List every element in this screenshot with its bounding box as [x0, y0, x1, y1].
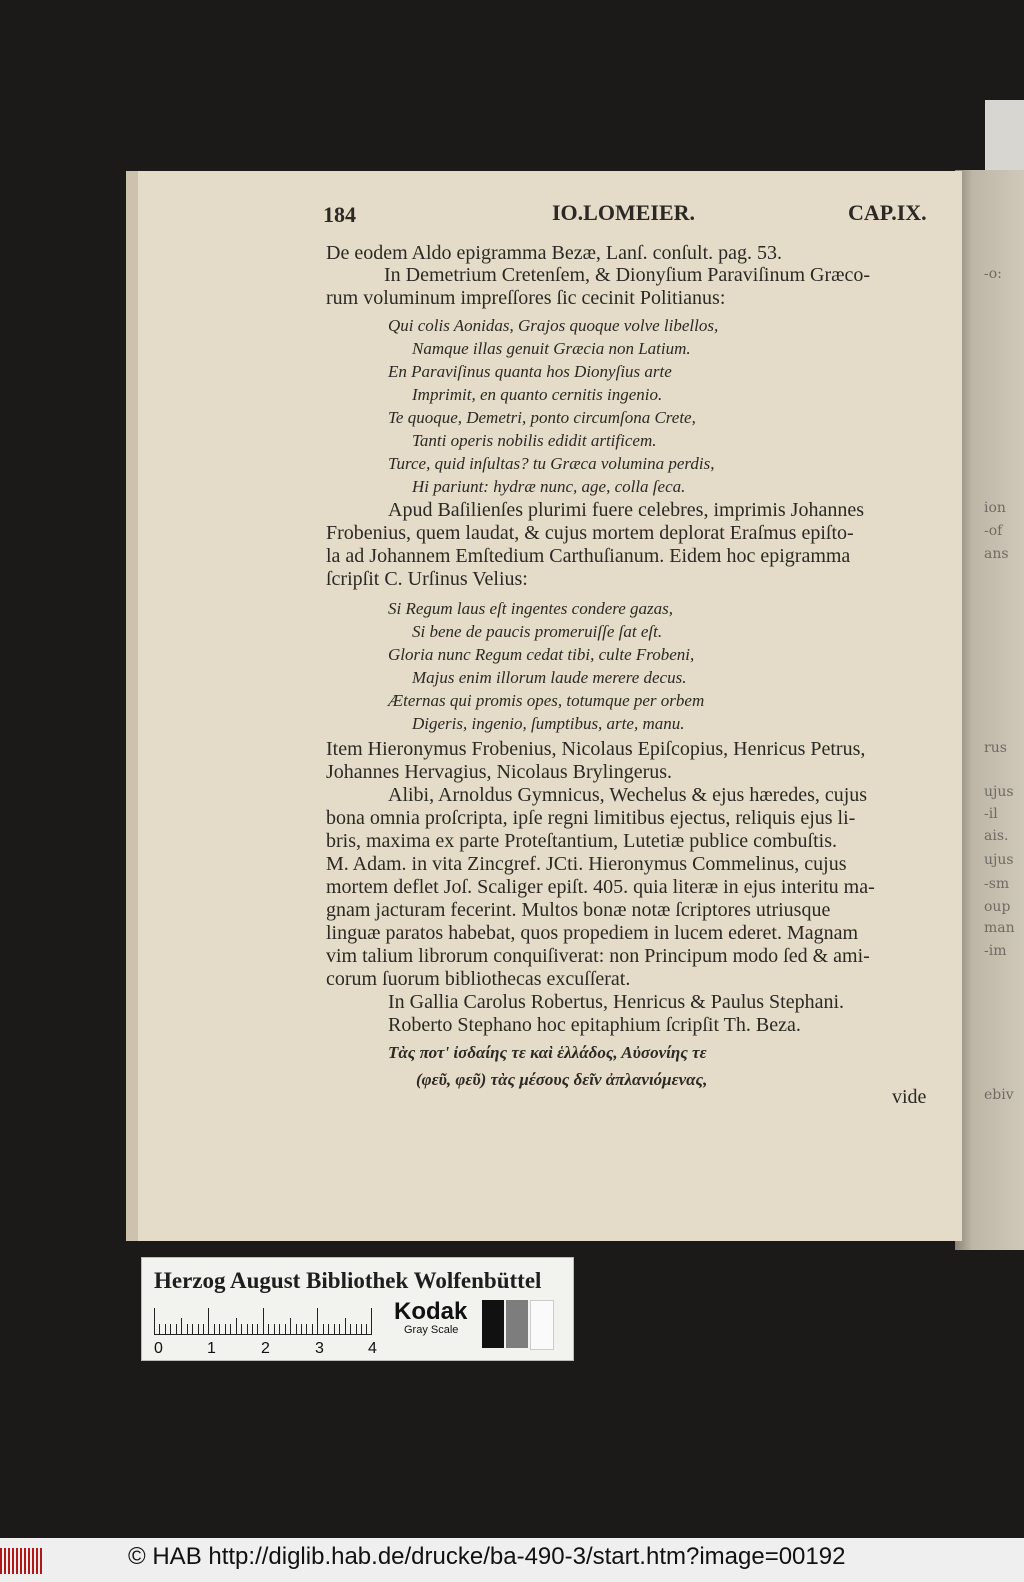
facing-page-fragment: -of — [984, 523, 1003, 539]
facing-page-fragment: -o: — [984, 266, 1002, 282]
text-line: corum ſuorum bibliothecas excuſſerat. — [326, 968, 631, 990]
text-line: Johannes Hervagius, Nicolaus Brylingerus. — [326, 761, 673, 783]
greek-verse-line: (φεῦ, φεῦ) τὰς μέσους δεῖν ἀπλανιόμενας, — [416, 1070, 708, 1089]
facing-page-fragment: ujus — [984, 784, 1014, 800]
text-line: rum voluminum impreſſores ſic cecinit Politianus: — [326, 287, 726, 309]
verse-line: Gloria nunc Regum cedat tibi, culte Frobeni, — [388, 645, 695, 664]
text-line: Alibi, Arnoldus Gymnicus, Wechelus & ejus hæredes, cujus — [388, 784, 868, 806]
gray-scale-label: Gray Scale — [404, 1324, 459, 1336]
verse-line: Te quoque, Demetri, ponto circumſona Crete, — [388, 408, 696, 427]
footer-bar — [0, 1538, 1024, 1582]
text-line: la ad Johannem Emſtedium Carthuſianum. Eidem hoc epigramma — [326, 545, 851, 567]
verse-line: Imprimit, en quanto cernitis ingenio. — [412, 385, 663, 404]
verse-line: Tanti operis nobilis edidit artificem. — [412, 431, 657, 450]
black-swatch — [482, 1300, 504, 1348]
facing-page-fragment: -sm — [984, 876, 1010, 892]
text-line: In Gallia Carolus Robertus, Henricus & Paulus Stephani. — [388, 991, 845, 1013]
chapter-heading: CAP.IX. — [848, 200, 927, 225]
facing-page-fragment: -im — [984, 943, 1007, 959]
text-line: bona omnia proſcripta, ipſe regni limitibus ejectus, reliquis ejus li- — [326, 807, 856, 829]
barcode-icon — [0, 1548, 44, 1574]
verse-line: Qui colis Aonidas, Grajos quoque volve libellos, — [388, 316, 719, 335]
scale-number: 2 — [261, 1340, 270, 1357]
verse-line: Namque illas genuit Græcia non Latium. — [412, 339, 691, 358]
text-line: ſcripſit C. Urſinus Velius: — [326, 568, 528, 590]
scale-number: 3 — [315, 1340, 324, 1357]
facing-page-fragment: oup — [984, 899, 1011, 915]
text-line: M. Adam. in vita Zincgref. JCti. Hieronymus Commelinus, cujus — [326, 853, 847, 875]
text-line: Frobenius, quem laudat, & cujus mortem deplorat Eraſmus epiſto- — [326, 522, 854, 544]
facing-page-fragment: man — [984, 920, 1015, 936]
text-line: De eodem Aldo epigramma Bezæ, Lanſ. conſult. pag. 53. — [326, 242, 782, 264]
greek-verse-line: Τὰς ποτ' ἰσδαίης τε καὶ ἑλλάδος, Αὐσονίης τε — [388, 1043, 707, 1062]
scale-number: 4 — [368, 1340, 377, 1357]
verse-line: En Paraviſinus quanta hos Dionyſius arte — [388, 362, 672, 381]
text-line: In Demetrium Cretenſem, & Dionyſium Paraviſinum Græco- — [384, 264, 871, 286]
facing-page-fragment: ais. — [984, 828, 1009, 844]
catchword: vide — [892, 1086, 927, 1108]
verse-line: Turce, quid inſultas? tu Græca volumina perdis, — [388, 454, 715, 473]
verse-line: Digeris, ingenio, ſumptibus, arte, manu. — [412, 714, 685, 733]
verse-line: Majus enim illorum laude merere decus. — [412, 668, 687, 687]
text-line: mortem deflet Joſ. Scaliger epiſt. 405. quia literæ in ejus interitu ma- — [326, 876, 875, 898]
text-line: bris, maxima ex parte Proteſtantium, Lutetiæ publice combuſtis. — [326, 830, 838, 852]
text-line: linguæ paratos habebat, quos propediem in lucem ederet. Magnam — [326, 922, 859, 944]
running-title: IO.LOMEIER. — [552, 200, 696, 225]
white-swatch — [530, 1300, 554, 1350]
scale-number: 1 — [207, 1340, 216, 1357]
verse-line: Si Regum laus eſt ingentes condere gazas, — [388, 599, 674, 618]
text-line: Item Hieronymus Frobenius, Nicolaus Epiſcopius, Henricus Petrus, — [326, 738, 866, 760]
text-line: Roberto Stephano hoc epitaphium ſcripſit Th. Beza. — [388, 1014, 801, 1036]
ruler-scale — [154, 1306, 372, 1335]
scale-number: 0 — [154, 1340, 163, 1357]
color-reference-card — [141, 1257, 574, 1361]
text-line: gnam jacturam fecerint. Multos bonæ notæ ſcriptores utriusque — [326, 899, 831, 921]
verse-line: Si bene de paucis promeruiſſe ſat eſt. — [412, 622, 663, 641]
gray-swatch — [506, 1300, 528, 1348]
verse-line: Æternas qui promis opes, totumque per orbem — [388, 691, 705, 710]
text-line: vim talium librorum conquiſiverat: non Principum modo ſed & ami- — [326, 945, 870, 967]
facing-page-tab — [985, 100, 1024, 170]
kodak-logo: Kodak — [394, 1298, 468, 1325]
facing-page-fragment: rus — [984, 740, 1007, 756]
text-line: Apud Baſilienſes plurimi fuere celebres, imprimis Johannes — [388, 499, 864, 521]
facing-page-fragment: ujus — [984, 852, 1014, 868]
facing-page-fragment: ans — [984, 546, 1009, 562]
verse-line: Hi pariunt: hydræ nunc, age, colla ſeca. — [412, 477, 686, 496]
library-name: Herzog August Bibliothek Wolfenbüttel — [154, 1268, 542, 1293]
facing-page-fragment: -il — [984, 806, 998, 822]
book-page — [126, 171, 962, 1241]
facing-page-fragment: ion — [984, 500, 1006, 516]
page-number: 184 — [323, 202, 356, 227]
facing-page-fragment: ebiv — [984, 1087, 1014, 1103]
copyright-url[interactable]: © HAB http://diglib.hab.de/drucke/ba-490-3/start.htm?image=00192 — [128, 1543, 846, 1570]
